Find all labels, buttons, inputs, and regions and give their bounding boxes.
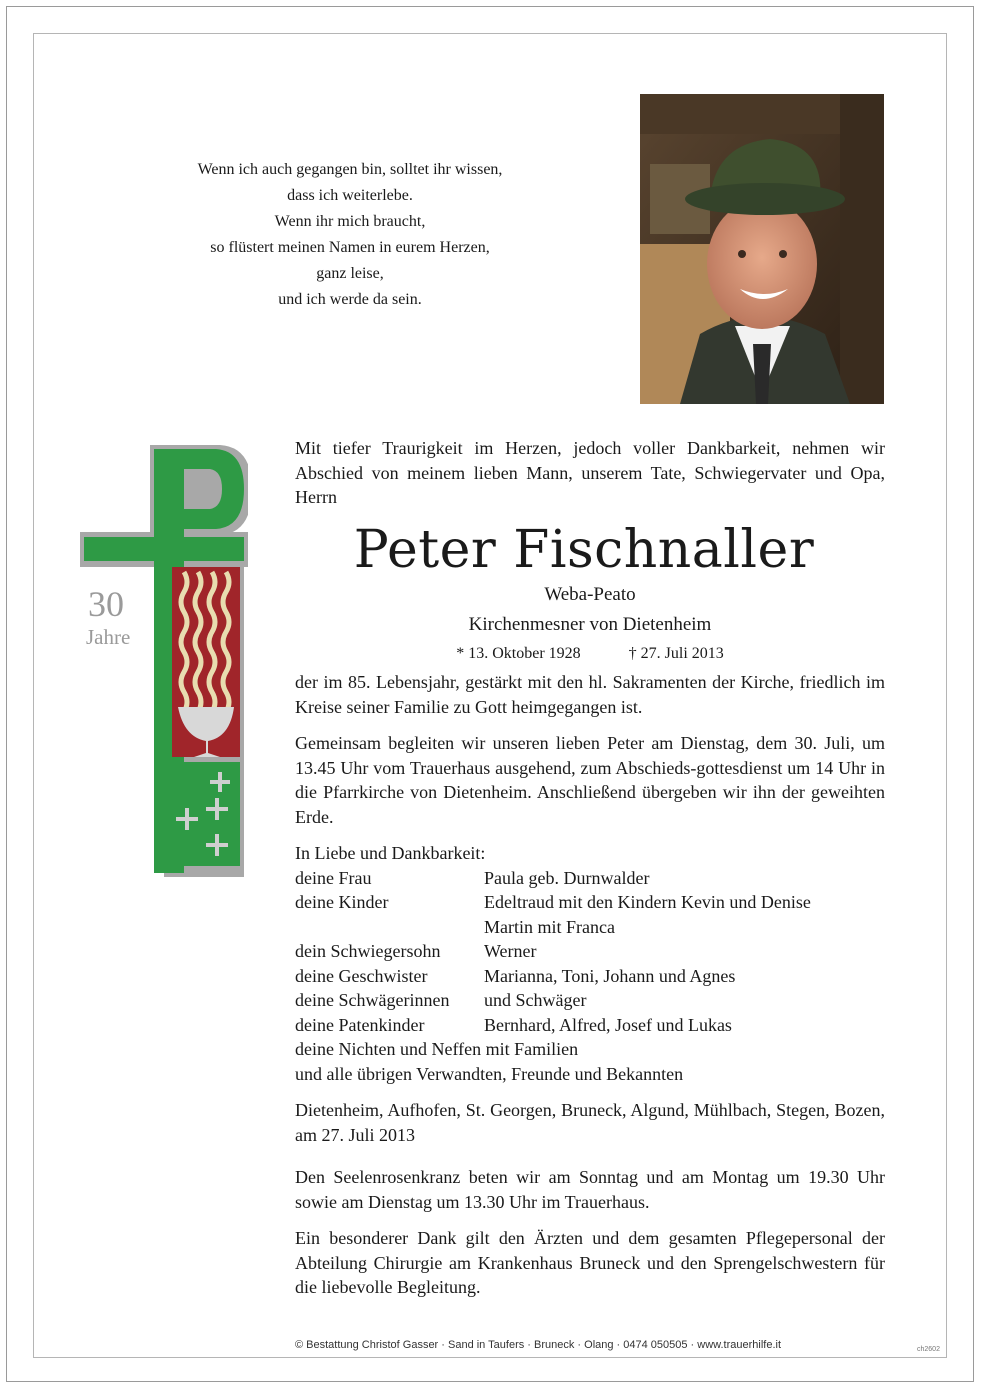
emblem-number: 30 <box>88 584 124 624</box>
obituary-text <box>295 436 885 1312</box>
thanks-paragraph: Ein besonderer Dank gilt den Ärzten und dem gesamten Pflegepersonal der Abteilung Chirurgie am Krankenhaus Bruneck und den Sprengelschwestern für die liebevolle Begleitung. <box>295 1228 885 1297</box>
portrait-illustration <box>640 94 884 404</box>
relative-value: Edeltraud mit den Kindern Kevin und Denise <box>484 892 811 912</box>
relative-label: deine Patenkinder <box>295 1014 425 1035</box>
relative-label: deine Schwägerinnen <box>295 990 450 1010</box>
anniversary-emblem <box>80 437 248 877</box>
life-dates <box>295 642 885 667</box>
relative-label: deine Geschwister <box>295 965 428 986</box>
relatives-heading: In Liebe und Dankbarkeit: <box>295 843 486 863</box>
nickname: Weba-Peato <box>544 583 636 605</box>
rosary-paragraph: Den Seelenrosenkranz beten wir am Sonntag und am Montag um 19.30 Uhr sowie am Dienstag um 13.30 Uhr im Trauerhaus. <box>295 1167 885 1212</box>
relative-label: deine Kinder <box>295 892 389 912</box>
poem <box>140 157 560 313</box>
passing-paragraph: der im 85. Lebensjahr, gestärkt mit den hl. Sakramenten der Kirche, friedlich im Kreise seiner Familie zu Gott heimgegangen ist. <box>295 672 885 717</box>
relatives-line: und alle übrigen Verwandten, Freunde und Bekannten <box>295 1063 684 1084</box>
relatives-list <box>295 866 885 1087</box>
death-date: † 27. Juli 2013 <box>628 644 724 662</box>
funeral-paragraph: Gemeinsam begleiten wir unseren lieben Peter am Dienstag, dem 30. Juli, um 13.45 Uhr vom Trauerhaus ausgehend, zum Abschieds-gottesdienst um 14 Uhr in die Pfarrkirche von Dietenheim. Anschließend übergeben wir ihn der geweihten Erde. <box>295 733 885 827</box>
intro-paragraph: Mit tiefer Traurigkeit im Herzen, jedoch voller Dankbarkeit, nehmen wir Abschied von meinem lieben Mann, unserem Tate, Schwiegervater und Opa, Herrn <box>295 438 885 507</box>
relative-value: Werner <box>484 941 537 961</box>
role: Kirchenmesner von Dietenheim <box>468 613 712 635</box>
poem-line: dass ich weiterlebe. <box>287 187 413 204</box>
poem-line: Wenn ich auch gegangen bin, solltet ihr wissen, <box>197 161 503 178</box>
relative-label <box>295 915 484 940</box>
birth-date: * 13. Oktober 1928 <box>456 644 581 662</box>
portrait-photo <box>640 94 884 404</box>
document-code: ch2602 <box>917 1346 940 1353</box>
relative-value: Bernhard, Alfred, Josef und Lukas <box>484 1014 732 1035</box>
relative-value: und Schwäger <box>484 990 587 1010</box>
poem-line: Wenn ihr mich braucht, <box>274 213 426 230</box>
relative-label: dein Schwiegersohn <box>295 941 441 961</box>
deceased-name: Peter Fischnaller <box>353 519 815 580</box>
emblem-label: Jahre <box>86 625 131 649</box>
poem-line: ganz leise, <box>316 265 384 282</box>
relatives-line: deine Nichten und Neffen mit Familien <box>295 1039 579 1059</box>
relative-value: Martin mit Franca <box>484 916 615 937</box>
footer-credit: © Bestattung Christof Gasser · Sand in Taufers · Bruneck · Olang · 0474 050505 · www.trauerhilfe.it <box>295 1339 782 1351</box>
relative-value: Marianna, Toni, Johann und Agnes <box>484 965 736 986</box>
places-paragraph: Dietenheim, Aufhofen, St. Georgen, Bruneck, Algund, Mühlbach, Stegen, Bozen, am 27. Juli 2013 <box>295 1100 885 1145</box>
chi-rho-cross-icon <box>80 437 248 877</box>
poem-line: und ich werde da sein. <box>278 291 422 308</box>
relative-value: Paula geb. Durnwalder <box>484 867 650 888</box>
relative-label: deine Frau <box>295 867 372 888</box>
poem-line: so flüstert meinen Namen in eurem Herzen, <box>210 239 490 256</box>
